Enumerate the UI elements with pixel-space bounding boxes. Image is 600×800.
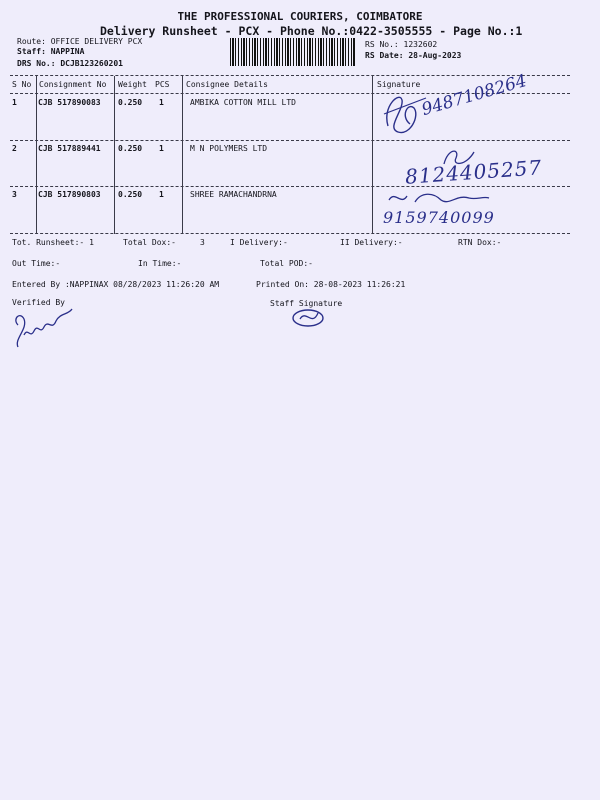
rtn-dox: RTN Dox:- <box>458 238 502 247</box>
col-divider <box>372 76 373 234</box>
col-header-signature: Signature <box>377 80 421 89</box>
staff-label: Staff: NAPPINA <box>17 47 85 56</box>
verified-by-signature <box>10 305 80 357</box>
col-header-consignment: Consignment No <box>39 80 107 89</box>
entered-by: Entered By :NAPPINAX 08/28/2023 11:26:20 AM <box>12 280 220 289</box>
col-header-weight: Weight <box>118 80 147 89</box>
barcode <box>230 38 355 66</box>
row2-consignee: M N POLYMERS LTD <box>190 144 268 153</box>
col-header-consignee: Consignee Details <box>186 80 268 89</box>
staff-signature-label: Staff Signature <box>270 299 343 308</box>
row3-sno: 3 <box>12 190 17 199</box>
row2-consignment: CJB 517889441 <box>38 144 101 153</box>
col-divider <box>36 76 37 234</box>
row1-pcs: 1 <box>159 98 164 107</box>
table-bottom-rule <box>10 233 570 234</box>
col-divider <box>182 76 183 234</box>
row3-weight: 0.250 <box>118 190 143 199</box>
row1-sno: 1 <box>12 98 17 107</box>
in-time: In Time:- <box>138 259 182 268</box>
company-title: THE PROFESSIONAL COURIERS, COIMBATORE <box>177 10 423 23</box>
rs-number: RS No.: 1232602 <box>365 40 438 49</box>
printed-on: Printed On: 28-08-2023 11:26:21 <box>256 280 406 289</box>
row3-handwritten-phone: 9159740099 <box>383 208 495 227</box>
verified-by-label: Verified By <box>12 298 65 307</box>
row1-consignee: AMBIKA COTTON MILL LTD <box>190 98 296 107</box>
table-top-rule <box>10 75 570 76</box>
row1-weight: 0.250 <box>118 98 143 107</box>
route-label: Route: OFFICE DELIVERY PCX <box>17 37 143 46</box>
tot-runsheet: Tot. Runsheet:- 1 <box>12 238 94 247</box>
row3-pcs: 1 <box>159 190 164 199</box>
drs-number: DRS No.: DCJB123260201 <box>17 59 123 68</box>
total-dox-label: Total Dox:- <box>123 238 176 247</box>
out-time: Out Time:- <box>12 259 61 268</box>
runsheet-title: Delivery Runsheet - PCX - Phone No.:0422-3505555 - Page No.:1 <box>100 24 523 38</box>
row1-consignment: CJB 517890083 <box>38 98 101 107</box>
col-divider <box>114 76 115 234</box>
col-header-pcs: PCS <box>155 80 170 89</box>
row2-weight: 0.250 <box>118 144 143 153</box>
handwritten-signature-icon <box>385 188 495 210</box>
handwritten-signature-icon <box>290 305 330 329</box>
row1-handwritten-phone: 9487108264 <box>419 70 529 120</box>
total-pod: Total POD:- <box>260 259 313 268</box>
total-dox-value: 3 <box>200 238 205 247</box>
handwritten-signature-icon <box>10 305 80 353</box>
rs-date: RS Date: 28-Aug-2023 <box>365 51 462 60</box>
row2-handwritten-phone: 8124405257 <box>404 155 543 189</box>
row2-pcs: 1 <box>159 144 164 153</box>
i-delivery: I Delivery:- <box>230 238 288 247</box>
row2-sno: 2 <box>12 144 17 153</box>
row3-consignee: SHREE RAMACHANDRNA <box>190 190 277 199</box>
col-header-sno: S No <box>12 80 32 89</box>
ii-delivery: II Delivery:- <box>340 238 403 247</box>
row3-consignment: CJB 517890803 <box>38 190 101 199</box>
staff-signature <box>290 305 330 333</box>
row-separator <box>10 186 570 187</box>
